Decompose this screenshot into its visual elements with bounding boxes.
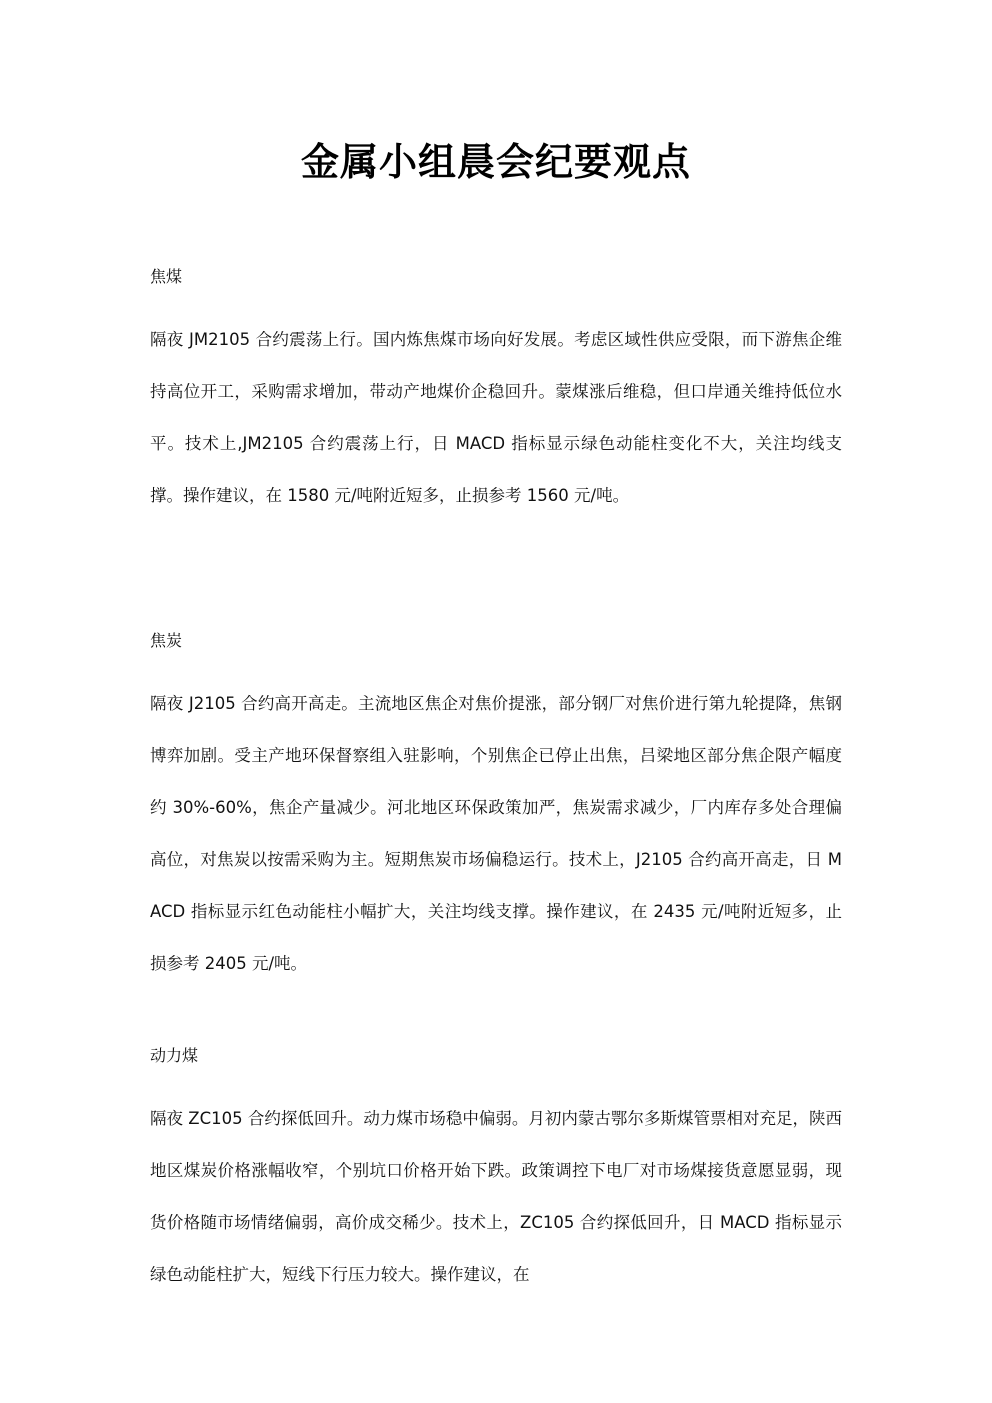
section-coking-coal xyxy=(150,264,842,522)
section-body: 隔夜 JM2105 合约震荡上行。国内炼焦煤市场向好发展。考虑区域性供应受限，而下游焦企维持高位开工，采购需求增加，带动产地煤价企稳回升。蒙煤涨后维稳，但口岸通关维持低位水平。技术上,JM2105 合约震荡上行，日 MACD 指标显示绿色动能柱变化不大，关注均线支撑。操作建议，在 1580 元/吨附近短多，止损参考 1560 元/吨。 xyxy=(150,330,842,505)
document-title: 金属小组晨会纪要观点 xyxy=(300,140,691,184)
section-coke xyxy=(150,628,842,990)
section-body: 隔夜 ZC105 合约探低回升。动力煤市场稳中偏弱。月初内蒙古鄂尔多斯煤管票相对充足，陕西地区煤炭价格涨幅收窄，个别坑口价格开始下跌。政策调控下电厂对市场煤接货意愿显弱，现货价格随市场情绪偏弱，高价成交稀少。技术上，ZC105 合约探低回升，日 MACD 指标显示绿色动能柱扩大，短线下行压力较大。操作建议，在 xyxy=(150,1109,842,1284)
section-body: 隔夜 J2105 合约高开高走。主流地区焦企对焦价提涨，部分钢厂对焦价进行第九轮提降，焦钢博弈加剧。受主产地环保督察组入驻影响，个别焦企已停止出焦，吕梁地区部分焦企限产幅度约 30%-60%，焦企产量减少。河北地区环保政策加严，焦炭需求减少，厂内库存多处合理偏高位，对焦炭以按需采购为主。短期焦炭市场偏稳运行。技术上，J2105 合约高开高走，日 MACD 指标显示红色动能柱小幅扩大，关注均线支撑。操作建议，在 2435 元/吨附近短多，止损参考 2405 元/吨。 xyxy=(150,694,842,973)
section-thermal-coal xyxy=(150,1043,842,1301)
section-heading: 动力煤 xyxy=(150,1046,199,1065)
section-heading: 焦炭 xyxy=(150,631,183,650)
section-heading: 焦煤 xyxy=(150,267,183,286)
